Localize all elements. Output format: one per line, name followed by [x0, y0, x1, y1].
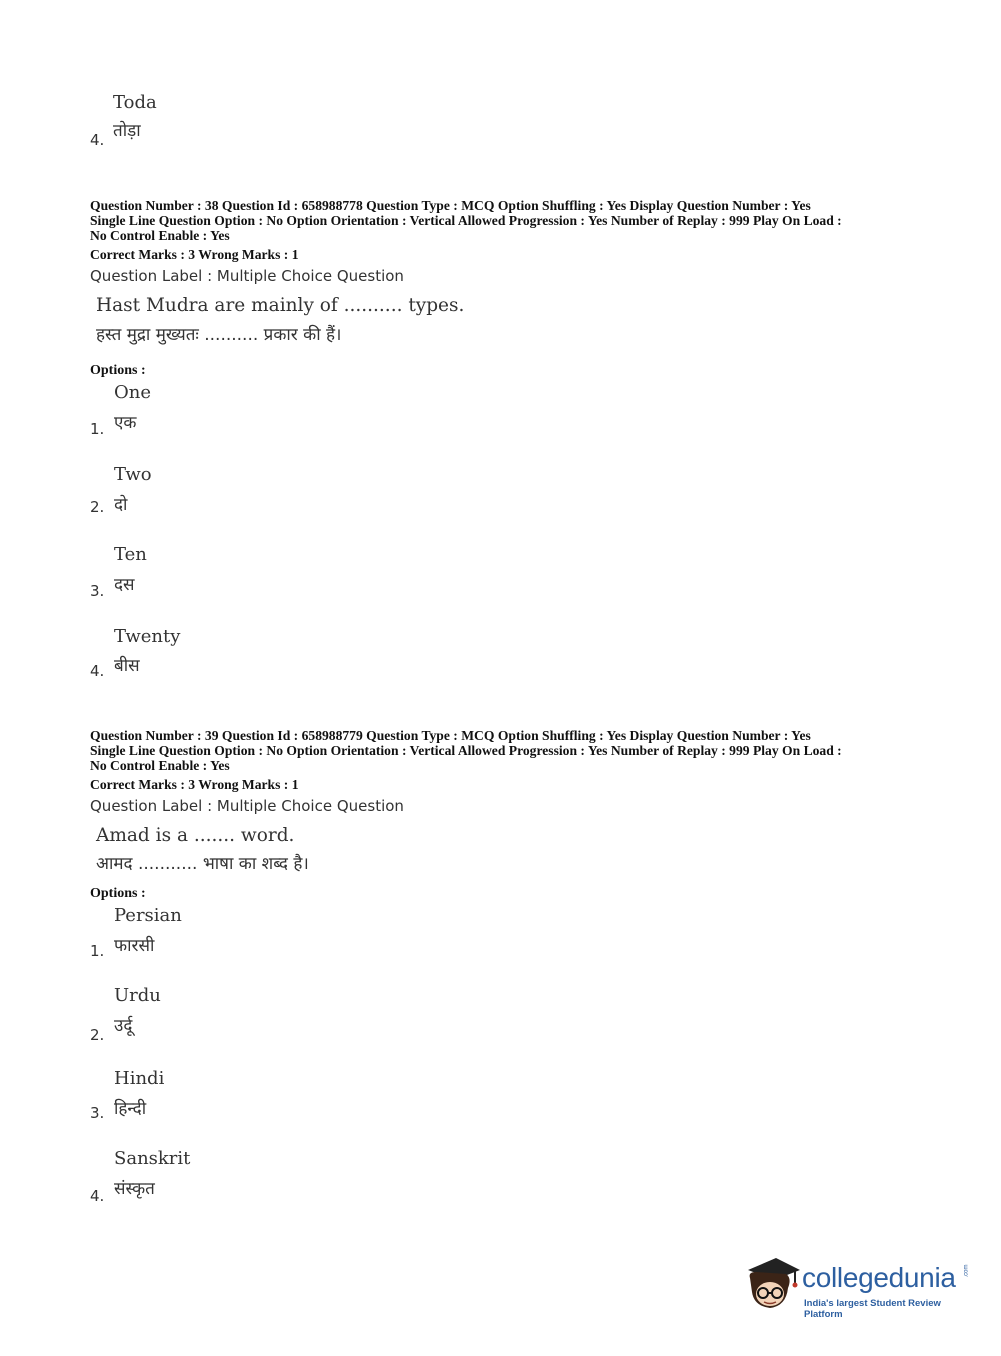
q38-text-hi: हस्त मुद्रा मुख्यतः .......... प्रकार की हैं। [96, 325, 342, 345]
collegedunia-logo [742, 1248, 982, 1320]
q38-option-3-hi: दस [114, 575, 135, 595]
q38-option-4-en: Twenty [114, 626, 181, 647]
q39-meta-line1: Question Number : 39 Question Id : 658988779 Question Type : MCQ Option Shuffling : Yes Display Question Number : Yes [90, 728, 811, 743]
q39-option-4-hi: संस्कृत [114, 1179, 155, 1199]
q38-option-2-number: 2. [90, 498, 105, 516]
q39-text-en: Amad is a ....... word. [96, 825, 295, 846]
q38-option-3-number: 3. [90, 582, 105, 600]
q39-meta-line3: No Control Enable : Yes [90, 758, 230, 773]
q39-option-2-en: Urdu [114, 985, 161, 1006]
q39-option-1-number: 1. [90, 942, 105, 960]
q39-options-title: Options : [90, 886, 146, 901]
q38-option-4-hi: बीस [114, 656, 140, 676]
q39-text-hi: आमद ........... भाषा का शब्द है। [96, 854, 309, 874]
brand-com: .com [963, 1264, 970, 1278]
q38-question-label: Question Label : Multiple Choice Question [90, 267, 404, 285]
q39-option-3-hi: हिन्दी [114, 1099, 147, 1119]
mascot-icon [742, 1248, 802, 1314]
q39-option-3-en: Hindi [114, 1068, 165, 1089]
q38-option-1-en: One [114, 382, 152, 403]
q39-option-1-hi: फारसी [114, 936, 155, 956]
q38-option-1-hi: एक [114, 413, 137, 433]
q38-meta-line1: Question Number : 38 Question Id : 658988778 Question Type : MCQ Option Shuffling : Yes Display Question Number : Yes [90, 198, 811, 213]
prev-option-4-en: Toda [113, 92, 157, 113]
prev-option-4-number: 4. [90, 131, 105, 149]
q38-option-1-number: 1. [90, 420, 105, 438]
brand-name: collegedunia [802, 1262, 956, 1293]
q38-text-en: Hast Mudra are mainly of .......... types. [96, 295, 465, 316]
brand-tagline: India's largest Student Review Platform [804, 1298, 941, 1320]
q39-meta-line2: Single Line Question Option : No Option Orientation : Vertical Allowed Progression : Yes Number of Replay : 999 Play On Load : [90, 743, 842, 758]
q38-meta-line2: Single Line Question Option : No Option Orientation : Vertical Allowed Progression : Yes Number of Replay : 999 Play On Load : [90, 213, 842, 228]
q38-options-title: Options : [90, 363, 146, 378]
q39-option-1-en: Persian [114, 905, 182, 926]
q39-option-3-number: 3. [90, 1104, 105, 1122]
q39-option-4-number: 4. [90, 1187, 105, 1205]
q39-question-label: Question Label : Multiple Choice Question [90, 797, 404, 815]
q39-marks: Correct Marks : 3 Wrong Marks : 1 [90, 777, 299, 792]
q38-option-2-hi: दो [114, 495, 128, 515]
q39-option-2-hi: उर्दू [114, 1016, 133, 1036]
q38-option-3-en: Ten [114, 544, 147, 565]
q38-marks: Correct Marks : 3 Wrong Marks : 1 [90, 247, 299, 262]
prev-option-4-hi: तोड़ा [113, 121, 141, 141]
q39-option-4-en: Sanskrit [114, 1148, 191, 1169]
q38-option-4-number: 4. [90, 662, 105, 680]
q38-option-2-en: Two [114, 464, 152, 485]
q38-meta-line3: No Control Enable : Yes [90, 228, 230, 243]
q39-option-2-number: 2. [90, 1026, 105, 1044]
